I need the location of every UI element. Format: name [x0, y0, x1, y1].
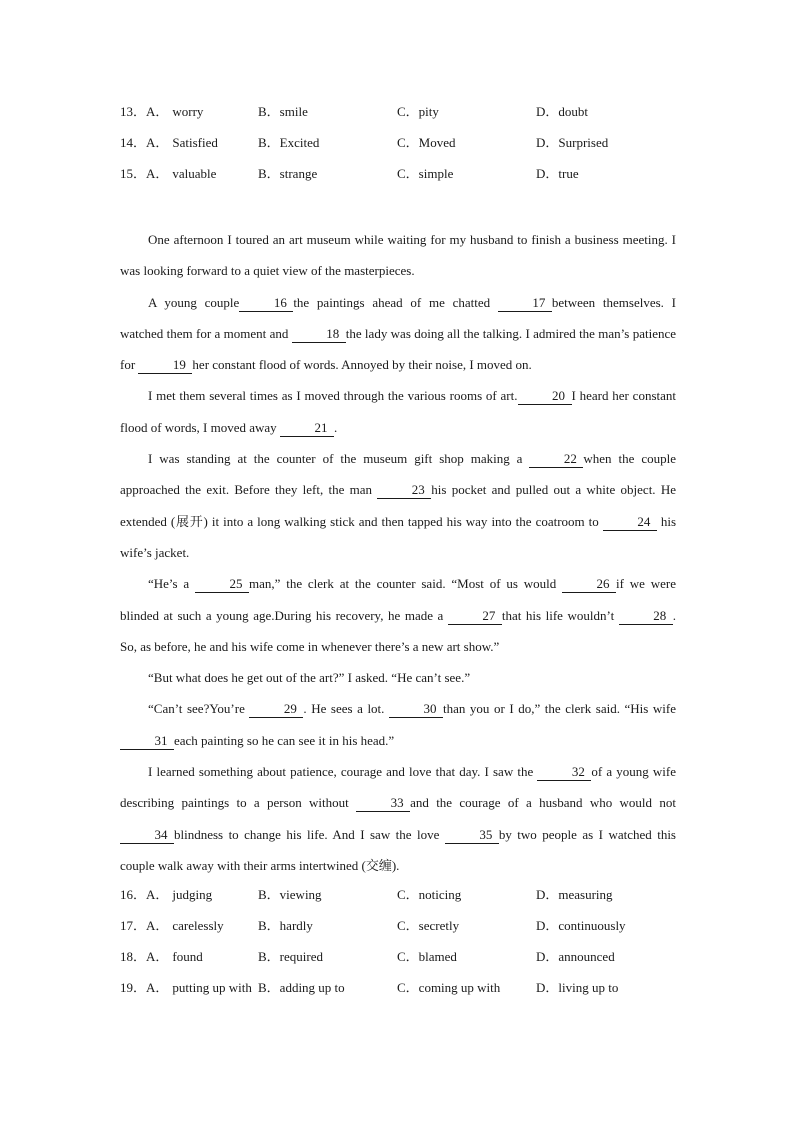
option-c: C．pity — [397, 104, 439, 119]
option-c: C．coming up with — [397, 980, 501, 996]
option-d: D．continuously — [536, 918, 626, 934]
option-b: B．Excited — [258, 135, 320, 150]
option-d: D．living up to — [536, 980, 619, 996]
blank-23: 23 — [377, 482, 431, 499]
blank-32: 32 — [537, 764, 591, 781]
question-number: 16．A． — [120, 887, 169, 903]
blank-28: 28 — [619, 608, 673, 625]
option-b: B．adding up to — [258, 980, 345, 996]
question-number: 19．A． — [120, 980, 169, 996]
option-d: D．Surprised — [536, 135, 609, 150]
option-b: B．required — [258, 949, 323, 965]
paragraph-4: I was standing at the counter of the museum gift shop making a 22 when the couple approached the exit. Before they left, the man 23 his pocket and pulled out a white object. He extended (展开) it into a long walking stick and then tapped his way into the coatroom to 24 his wife’s jacket. — [120, 451, 676, 560]
option-b: B．smile — [258, 104, 308, 119]
option-a: judging — [172, 887, 213, 903]
blank-17: 17 — [498, 295, 552, 312]
option-row-13 — [120, 100, 676, 131]
option-d: D．announced — [536, 949, 615, 965]
option-c: C．blamed — [397, 949, 457, 965]
blank-25: 25 — [195, 576, 249, 593]
option-a: valuable — [172, 166, 217, 181]
option-row-16 — [120, 883, 676, 914]
paragraph-6: “But what does he get out of the art?” I asked. “He can’t see.” — [148, 670, 471, 686]
options-top — [120, 100, 676, 193]
blank-34: 34 — [120, 827, 174, 844]
cloze-passage — [120, 224, 676, 881]
blank-30: 30 — [389, 701, 443, 718]
page-content — [120, 100, 676, 1007]
option-d: D．measuring — [536, 887, 613, 903]
option-c: C．noticing — [397, 887, 462, 903]
blank-27: 27 — [448, 608, 502, 625]
question-number: 15．A． — [120, 166, 169, 181]
option-c: C．simple — [397, 166, 454, 181]
blank-35: 35 — [445, 827, 499, 844]
option-a: worry — [172, 104, 204, 119]
paragraph-2: A young couple 16 the paintings ahead of me chatted 17 between themselves. I watched them for a moment and 18 the lady was doing all the talking. I admired the man’s patience for 19 her constant flood of words. Annoyed by their noise, I moved on. — [120, 294, 677, 373]
paragraph-3: I met them several times as I moved through the various rooms of art. 20 I heard her constant flood of words, I moved away 21 . — [120, 388, 676, 435]
option-row-18 — [120, 945, 676, 976]
option-c: C．secretly — [397, 918, 460, 934]
option-a: found — [172, 949, 203, 965]
option-row-17 — [120, 914, 676, 945]
option-a: Satisfied — [172, 135, 218, 150]
blank-21: 21 — [280, 420, 334, 437]
blank-22: 22 — [529, 451, 583, 468]
options-bottom — [120, 883, 676, 1007]
option-c: C．Moved — [397, 135, 456, 150]
question-number: 14．A． — [120, 135, 169, 150]
paragraph-7: “Can’t see?You’re 29 . He sees a lot. 30 than you or I do,” the clerk said. “His wife 31 each painting so he can see it in his head.” — [120, 693, 676, 756]
option-d: D．true — [536, 166, 579, 181]
option-a: carelessly — [172, 918, 224, 934]
blank-20: 20 — [518, 388, 572, 405]
blank-33: 33 — [356, 795, 410, 812]
blank-31: 31 — [120, 733, 174, 750]
blank-26: 26 — [562, 576, 616, 593]
option-a: putting up with — [172, 980, 252, 996]
option-row-14 — [120, 131, 676, 162]
paragraph-8: I learned something about patience, courage and love that day. I saw the 32 of a young wife describing paintings to a person without 33 and the courage of a husband who would not 34 blindness to change his life. And I saw the love 35 by two people as I watched this couple walk away with their arms intertwined (交缠). — [120, 764, 676, 873]
option-b: B．hardly — [258, 918, 313, 934]
blank-19: 19 — [138, 357, 192, 374]
option-d: D．doubt — [536, 104, 589, 119]
blank-18: 18 — [292, 326, 346, 343]
question-number: 13．A． — [120, 104, 169, 119]
question-number: 18．A． — [120, 949, 169, 965]
blank-24: 24 — [603, 514, 657, 531]
option-row-15 — [120, 162, 676, 193]
paragraph-1: One afternoon I toured an art museum while waiting for my husband to finish a business meeting. I was looking forward to a quiet view of the masterpieces. — [120, 232, 676, 279]
question-number: 17．A． — [120, 918, 169, 934]
option-b: B．strange — [258, 166, 318, 181]
paragraph-5: “He’s a 25 man,” the clerk at the counter said. “Most of us would 26 if we were blinded at such a young age.During his recovery, he made a 27 that his life wouldn’t 28 . So, as before, he and his wife come in whenever there’s a new art show.” — [120, 576, 676, 654]
option-b: B．viewing — [258, 887, 322, 903]
blank-16: 16 — [239, 295, 293, 312]
option-row-19 — [120, 976, 676, 1007]
blank-29: 29 — [249, 701, 303, 718]
